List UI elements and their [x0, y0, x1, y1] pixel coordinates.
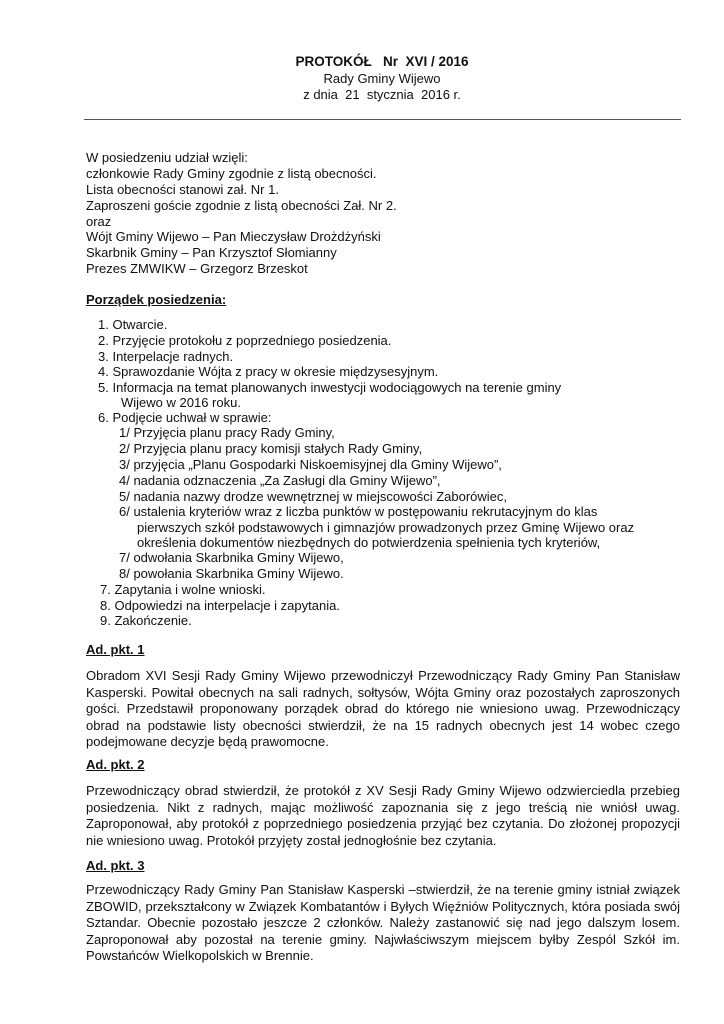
- agenda-heading: Porządek posiedzenia:: [86, 292, 227, 307]
- attendance-line: Wójt Gminy Wijewo – Pan Mieczysław Drożdżyński: [86, 229, 381, 244]
- section-heading: Ad. pkt. 2: [86, 757, 145, 772]
- agenda-subitem: 2/ Przyjęcia planu pracy komisji stałych Rady Gminy,: [119, 441, 423, 456]
- agenda-subitem: 7/ odwołania Skarbnika Gminy Wijewo,: [119, 550, 344, 565]
- attendance-line: członkowie Rady Gminy zgodnie z listą obecności.: [86, 166, 377, 181]
- agenda-item: 5. Informacja na temat planowanych inwestycji wodociągowych na terenie gminy: [98, 380, 562, 395]
- attendance-line: oraz: [86, 214, 112, 229]
- section-paragraph: Obradom XVI Sesji Rady Gminy Wijewo przewodniczył Przewodniczący Rady Gminy Pan Stanisław Kasperski. Powitał obecnych na sali radnych, sołtysów, Wójta Gminy oraz pozostałych zaproszonych gości. Przedstawił proponowany porządek obrad do którego nie wniesiono uwag. Przewodniczący obrad na podstawie listy obecności stwierdził, że na 15 radnych obecnych jest 14 wobec czego podejmowane decyzje będą prawomocne.: [86, 668, 680, 750]
- agenda-item: 1. Otwarcie.: [98, 317, 168, 332]
- document-date: z dnia 21 stycznia 2016 r.: [303, 87, 461, 102]
- attendance-line: W posiedzeniu udział wzięli:: [86, 150, 248, 165]
- section-heading: Ad. pkt. 3: [86, 858, 145, 873]
- agenda-item: 9. Zakończenie.: [100, 613, 192, 628]
- agenda-subitem: 4/ nadania odznaczenia „Za Zasługi dla Gminy Wijewo”,: [119, 473, 441, 488]
- section-paragraph: Przewodniczący Rady Gminy Pan Stanisław Kasperski –stwierdził, że na terenie gminy istniał związek ZBOWID, przekształcony w Związek Kombatantów i Byłych Więźniów Politycznych, która posiada swój Sztandar. Obecnie pozostało jeszcze 2 członków. Należy zastanowić się nad jego dalszym losem. Zaproponował aby pozostał na terenie gminy. Najwłaściwszym miejscem byłby Zespól Szkół im. Powstańców Wielkopolskich w Brennie.: [86, 882, 680, 964]
- attendance-line: Zaproszeni goście zgodnie z listą obecności Zał. Nr 2.: [86, 198, 397, 213]
- agenda-subitem-continuation: pierwszych szkół podstawowych i gimnazjów prowadzonych przez Gminę Wijewo oraz: [137, 520, 635, 535]
- agenda-item-continuation: Wijewo w 2016 roku.: [121, 395, 241, 410]
- agenda-item: 3. Interpelacje radnych.: [98, 349, 234, 364]
- agenda-subitem: 8/ powołania Skarbnika Gminy Wijewo.: [119, 566, 344, 581]
- agenda-item: 6. Podjęcie uchwał w sprawie:: [98, 410, 272, 425]
- agenda-item: 8. Odpowiedzi na interpelacje i zapytania.: [100, 598, 340, 613]
- document-title: PROTOKÓŁ Nr XVI / 2016: [295, 54, 469, 69]
- attendance-line: Skarbnik Gminy – Pan Krzysztof Słomianny: [86, 245, 337, 260]
- attendance-line: Lista obecności stanowi zał. Nr 1.: [86, 182, 279, 197]
- agenda-item: 7. Zapytania i wolne wnioski.: [100, 582, 266, 597]
- agenda-subitem: 3/ przyjęcia „Planu Gospodarki Niskoemisyjnej dla Gminy Wijewo”,: [119, 457, 502, 472]
- agenda-subitem: 6/ ustalenia kryteriów wraz z liczba punktów w postępowaniu rekrutacyjnym do klas: [119, 504, 598, 519]
- section-paragraph: Przewodniczący obrad stwierdził, że protokół z XV Sesji Rady Gminy Wijewo odzwierciedla przebieg posiedzenia. Nikt z radnych, mając możliwość zapoznania się z jego treścią nie wniósł uwag. Zaproponował, aby protokół z poprzedniego posiedzenia przyjąć bez czytania. Do złożonej propozycji nie wniesiono uwag. Protokół przyjęty został jednogłośnie bez czytania.: [86, 783, 680, 848]
- agenda-item: 2. Przyjęcie protokołu z poprzedniego posiedzenia.: [98, 333, 392, 348]
- agenda-subitem-continuation: określenia dokumentów niezbędnych do potwierdzenia spełnienia tych kryteriów,: [137, 535, 601, 550]
- agenda-item: 4. Sprawozdanie Wójta z pracy w okresie międzysesyjnym.: [98, 364, 439, 379]
- agenda-subitem: 5/ nadania nazwy drodze wewnętrznej w miejscowości Zaborówiec,: [119, 489, 508, 504]
- attendance-line: Prezes ZMWIKW – Grzegorz Brzeskot: [86, 261, 308, 276]
- section-heading: Ad. pkt. 1: [86, 642, 145, 657]
- agenda-subitem: 1/ Przyjęcia planu pracy Rady Gminy,: [119, 425, 335, 440]
- document-subtitle: Rady Gminy Wijewo: [323, 71, 441, 86]
- header-divider: [84, 119, 681, 120]
